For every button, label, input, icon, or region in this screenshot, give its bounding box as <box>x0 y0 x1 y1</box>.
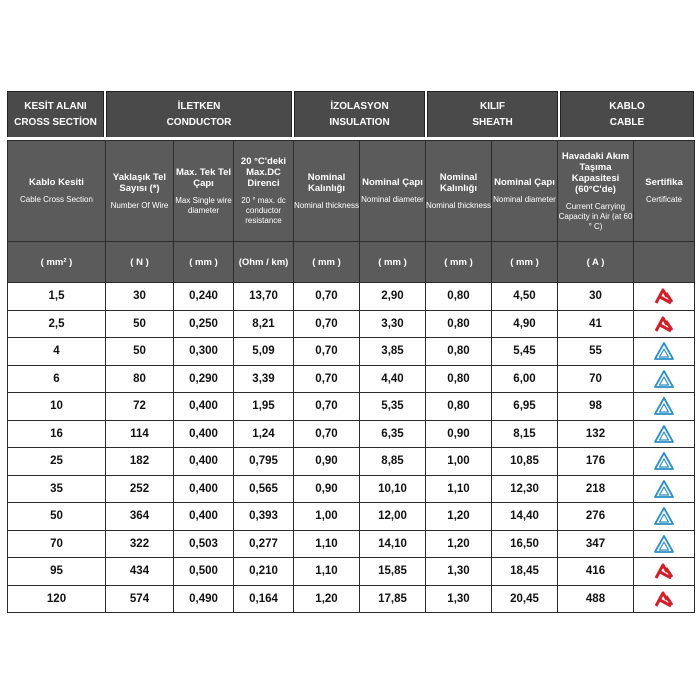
table-row <box>8 503 695 531</box>
table-cell: 364 <box>106 503 174 531</box>
table-row <box>8 558 695 586</box>
column-header <box>294 141 360 242</box>
table-cell: 8,21 <box>234 310 294 338</box>
table-cell: 15,85 <box>360 558 426 586</box>
table-cell: 0,400 <box>174 448 234 476</box>
table-cell: 1,20 <box>294 585 360 613</box>
table-cell: 1,20 <box>426 530 492 558</box>
group-header-line2: CROSS SECTİON <box>14 116 97 128</box>
unit-cell: ( mm ) <box>492 242 558 283</box>
cable-spec-table <box>7 91 694 613</box>
group-header-conductor <box>106 91 292 137</box>
table-cell: 0,70 <box>294 283 360 311</box>
table-cell: 6 <box>8 365 106 393</box>
table-cell: 41 <box>558 310 634 338</box>
spec-grid <box>7 140 695 613</box>
table-cell: 50 <box>8 503 106 531</box>
red-cert-icon <box>634 314 694 334</box>
table-cell: 25 <box>8 448 106 476</box>
column-header <box>174 141 234 242</box>
group-header-insulation <box>294 91 425 137</box>
table-cell: 0,490 <box>174 585 234 613</box>
table-row <box>8 475 695 503</box>
blue-triangle-cert-icon <box>634 479 694 499</box>
column-header-subtitle: Number Of Wire <box>110 200 169 210</box>
table-cell: 0,400 <box>174 420 234 448</box>
group-header-line2: CABLE <box>609 116 645 128</box>
table-cell: 120 <box>8 585 106 613</box>
table-row <box>8 393 695 421</box>
certificate-cell <box>634 558 695 586</box>
table-row <box>8 310 695 338</box>
table-cell: 1,00 <box>294 503 360 531</box>
table-cell: 0,500 <box>174 558 234 586</box>
certificate-cell <box>634 365 695 393</box>
column-header-subtitle: Max Single wire diameter <box>175 195 232 215</box>
table-cell: 488 <box>558 585 634 613</box>
table-cell: 20,45 <box>492 585 558 613</box>
table-cell: 0,70 <box>294 420 360 448</box>
table-row <box>8 530 695 558</box>
table-cell: 80 <box>106 365 174 393</box>
table-cell: 8,15 <box>492 420 558 448</box>
table-cell: 0,70 <box>294 365 360 393</box>
table-cell: 6,95 <box>492 393 558 421</box>
unit-cell: ( mm ) <box>426 242 492 283</box>
unit-cell: ( mm ) <box>294 242 360 283</box>
table-cell: 50 <box>106 310 174 338</box>
table-cell: 0,70 <box>294 310 360 338</box>
red-cert-icon <box>634 561 694 581</box>
table-cell: 4 <box>8 338 106 366</box>
table-cell: 30 <box>558 283 634 311</box>
sub-header-row <box>8 141 695 242</box>
table-cell: 252 <box>106 475 174 503</box>
table-cell: 3,30 <box>360 310 426 338</box>
table-cell: 35 <box>8 475 106 503</box>
column-header-subtitle: Nominal diameter <box>361 195 424 204</box>
table-cell: 0,80 <box>426 365 492 393</box>
certificate-cell <box>634 310 695 338</box>
column-header <box>106 141 174 242</box>
table-cell: 14,10 <box>360 530 426 558</box>
blue-triangle-cert-icon <box>634 369 694 389</box>
group-header-line2: INSULATION <box>329 116 390 128</box>
certificate-cell <box>634 420 695 448</box>
red-cert-icon <box>634 286 694 306</box>
column-header <box>492 141 558 242</box>
column-header-subtitle: Nominal thickness <box>294 200 359 210</box>
table-cell: 0,300 <box>174 338 234 366</box>
certificate-cell <box>634 585 695 613</box>
certificate-cell <box>634 475 695 503</box>
group-header-row <box>7 91 694 137</box>
table-cell: 1,95 <box>234 393 294 421</box>
table-cell: 16 <box>8 420 106 448</box>
blue-triangle-cert-icon <box>634 396 694 416</box>
blue-triangle-cert-icon <box>634 534 694 554</box>
table-cell: 0,70 <box>294 338 360 366</box>
table-cell: 30 <box>106 283 174 311</box>
table-cell: 0,250 <box>174 310 234 338</box>
group-header-sheath <box>427 91 558 137</box>
table-cell: 1,10 <box>294 530 360 558</box>
table-cell: 0,290 <box>174 365 234 393</box>
group-header-cross-section <box>7 91 104 137</box>
column-header-subtitle: Nominal thickness <box>426 200 491 210</box>
table-cell: 5,09 <box>234 338 294 366</box>
table-cell: 12,00 <box>360 503 426 531</box>
table-cell: 1,10 <box>426 475 492 503</box>
column-header-title: Yaklaşık Tel Sayısı (*) <box>112 171 167 194</box>
table-cell: 0,210 <box>234 558 294 586</box>
table-cell: 17,85 <box>360 585 426 613</box>
table-cell: 218 <box>558 475 634 503</box>
table-cell: 14,40 <box>492 503 558 531</box>
table-row <box>8 283 695 311</box>
table-cell: 0,80 <box>426 393 492 421</box>
unit-cell <box>634 242 695 283</box>
certificate-cell <box>634 530 695 558</box>
column-header-title: Nominal Kalınlığı <box>307 171 346 194</box>
table-cell: 0,565 <box>234 475 294 503</box>
table-row <box>8 365 695 393</box>
certificate-cell <box>634 448 695 476</box>
column-header <box>234 141 294 242</box>
table-cell: 0,90 <box>426 420 492 448</box>
table-cell: 98 <box>558 393 634 421</box>
table-cell: 1,5 <box>8 283 106 311</box>
table-cell: 276 <box>558 503 634 531</box>
table-cell: 1,20 <box>426 503 492 531</box>
unit-cell: (Ohm / km) <box>234 242 294 283</box>
units-row <box>8 242 695 283</box>
certificate-cell <box>634 503 695 531</box>
group-header-line1: KESİT ALANI <box>24 100 87 112</box>
column-header <box>360 141 426 242</box>
table-cell: 70 <box>558 365 634 393</box>
unit-cell: ( A ) <box>558 242 634 283</box>
table-cell: 13,70 <box>234 283 294 311</box>
table-cell: 0,240 <box>174 283 234 311</box>
column-header-subtitle: Certificate <box>645 195 682 204</box>
group-header-line1: İLETKEN <box>177 100 221 112</box>
table-cell: 0,400 <box>174 475 234 503</box>
blue-triangle-cert-icon <box>634 506 694 526</box>
group-header-line1: KABLO <box>609 100 645 112</box>
table-cell: 0,393 <box>234 503 294 531</box>
group-header-line1: İZOLASYON <box>330 100 389 112</box>
table-cell: 5,35 <box>360 393 426 421</box>
table-cell: 1,30 <box>426 585 492 613</box>
table-cell: 4,50 <box>492 283 558 311</box>
table-cell: 322 <box>106 530 174 558</box>
table-cell: 0,70 <box>294 393 360 421</box>
table-cell: 0,90 <box>294 475 360 503</box>
column-header-title: Nominal Çapı <box>494 177 555 188</box>
column-header-subtitle: 20 ° max. dc conductor resistance <box>241 196 286 225</box>
column-header-title: Havadaki Akım Taşıma Kapasitesi (60°C'de) <box>561 150 630 195</box>
table-cell: 0,80 <box>426 338 492 366</box>
column-header-title: Sertifika <box>645 177 683 188</box>
group-header-line2: SHEATH <box>472 116 513 128</box>
table-cell: 10 <box>8 393 106 421</box>
certificate-cell <box>634 393 695 421</box>
column-header-subtitle: Cable Cross Section <box>20 195 93 204</box>
table-cell: 0,80 <box>426 283 492 311</box>
table-cell: 10,85 <box>492 448 558 476</box>
table-cell: 50 <box>106 338 174 366</box>
column-header-title: Nominal Kalınlığı <box>439 171 478 194</box>
table-cell: 16,50 <box>492 530 558 558</box>
red-cert-icon <box>634 589 694 609</box>
group-header-cable <box>560 91 694 137</box>
table-row <box>8 448 695 476</box>
table-cell: 1,30 <box>426 558 492 586</box>
table-cell: 0,503 <box>174 530 234 558</box>
column-header-title: Max. Tek Tel Çapı <box>175 166 232 189</box>
table-cell: 416 <box>558 558 634 586</box>
table-cell: 1,00 <box>426 448 492 476</box>
table-row <box>8 338 695 366</box>
table-cell: 1,24 <box>234 420 294 448</box>
table-cell: 434 <box>106 558 174 586</box>
table-cell: 0,795 <box>234 448 294 476</box>
table-cell: 2,90 <box>360 283 426 311</box>
table-cell: 18,45 <box>492 558 558 586</box>
table-cell: 4,90 <box>492 310 558 338</box>
table-cell: 574 <box>106 585 174 613</box>
table-cell: 0,400 <box>174 503 234 531</box>
table-cell: 3,85 <box>360 338 426 366</box>
table-row <box>8 585 695 613</box>
table-cell: 0,400 <box>174 393 234 421</box>
table-cell: 12,30 <box>492 475 558 503</box>
table-cell: 176 <box>558 448 634 476</box>
blue-triangle-cert-icon <box>634 424 694 444</box>
table-cell: 132 <box>558 420 634 448</box>
table-cell: 0,90 <box>294 448 360 476</box>
unit-cell: ( N ) <box>106 242 174 283</box>
column-header-title: 20 °C'deki Max.DC Direnci <box>240 156 287 189</box>
table-cell: 72 <box>106 393 174 421</box>
column-header <box>426 141 492 242</box>
table-cell: 347 <box>558 530 634 558</box>
certificate-cell <box>634 338 695 366</box>
table-cell: 2,5 <box>8 310 106 338</box>
table-cell: 5,45 <box>492 338 558 366</box>
table-cell: 4,40 <box>360 365 426 393</box>
table-cell: 0,277 <box>234 530 294 558</box>
table-cell: 55 <box>558 338 634 366</box>
unit-cell: ( mm ) <box>174 242 234 283</box>
column-header-subtitle: Current Carrying Capacity in Air (at 60 ° C) <box>558 201 633 231</box>
group-header-line1: KILIF <box>480 100 505 112</box>
table-cell: 6,00 <box>492 365 558 393</box>
column-header <box>634 141 695 242</box>
table-cell: 0,164 <box>234 585 294 613</box>
table-cell: 6,35 <box>360 420 426 448</box>
unit-cell: ( mm² ) <box>8 242 106 283</box>
table-cell: 3,39 <box>234 365 294 393</box>
column-header-subtitle: Nominal diameter <box>493 195 556 204</box>
table-cell: 114 <box>106 420 174 448</box>
table-cell: 182 <box>106 448 174 476</box>
table-cell: 1,10 <box>294 558 360 586</box>
table-cell: 10,10 <box>360 475 426 503</box>
blue-triangle-cert-icon <box>634 341 694 361</box>
column-header <box>8 141 106 242</box>
column-header-title: Nominal Çapı <box>362 177 423 188</box>
group-header-line2: CONDUCTOR <box>166 116 232 128</box>
table-cell: 8,85 <box>360 448 426 476</box>
certificate-cell <box>634 283 695 311</box>
column-header-title: Kablo Kesiti <box>29 177 84 188</box>
table-cell: 0,80 <box>426 310 492 338</box>
table-cell: 70 <box>8 530 106 558</box>
unit-cell: ( mm ) <box>360 242 426 283</box>
table-cell: 95 <box>8 558 106 586</box>
blue-triangle-cert-icon <box>634 451 694 471</box>
column-header <box>558 141 634 242</box>
table-row <box>8 420 695 448</box>
